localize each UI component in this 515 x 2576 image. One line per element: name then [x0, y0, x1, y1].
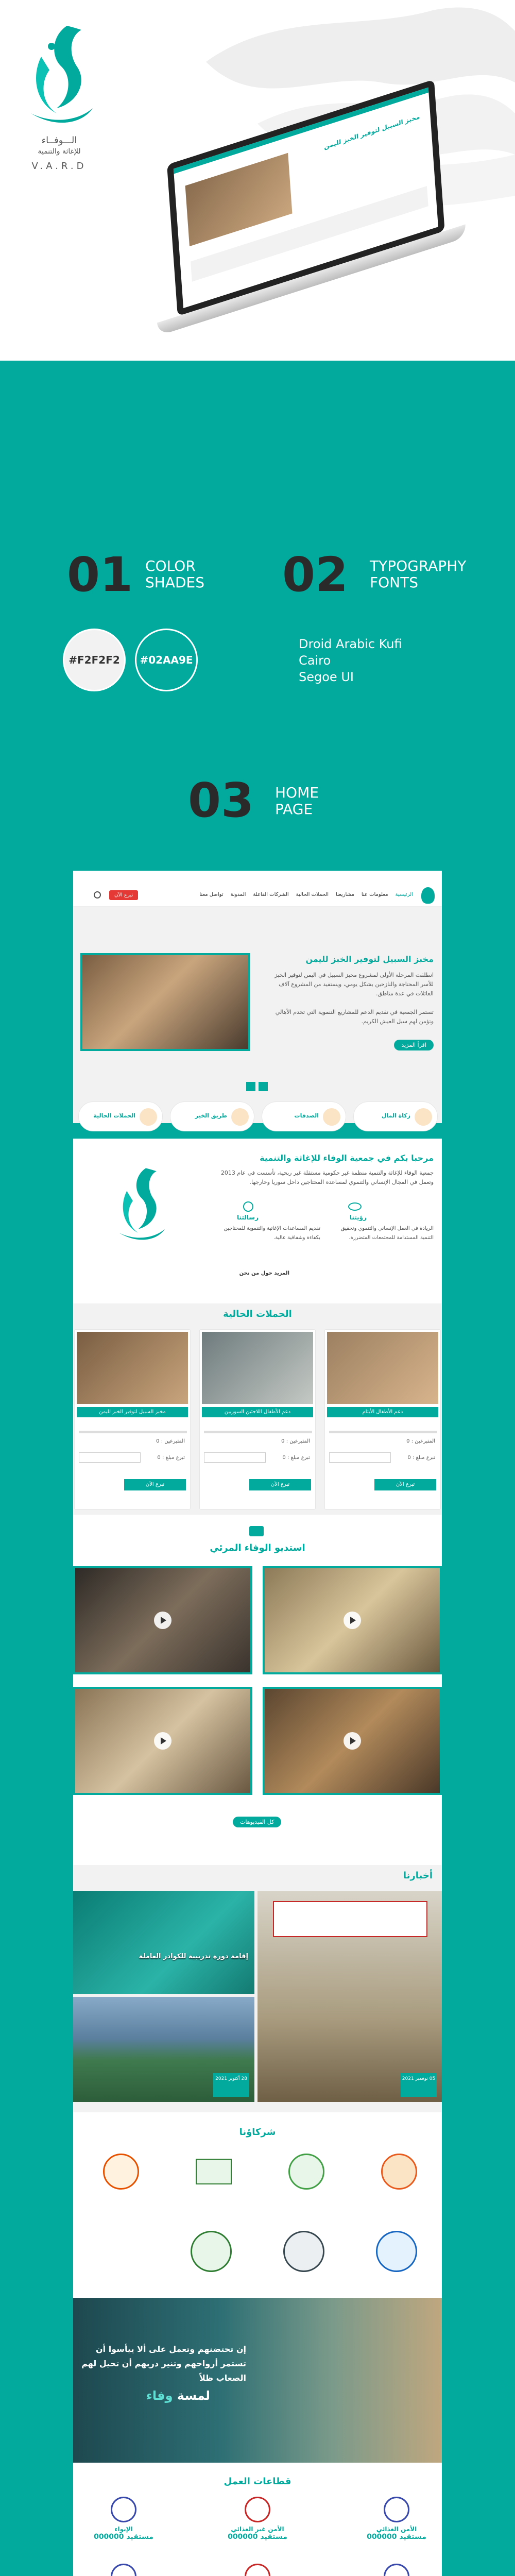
- charity-icon: [323, 1108, 340, 1126]
- quick-link-label: طريق الخير: [195, 1112, 227, 1119]
- sector-value: 000000: [94, 2533, 124, 2541]
- education-icon: [245, 2564, 270, 2576]
- banner-brand-word-1: لمسة: [177, 2388, 210, 2403]
- quick-link-2[interactable]: [262, 1101, 346, 1131]
- sector-label: الإيواء: [114, 2526, 133, 2533]
- logo-latin: V.A.R.D: [31, 161, 87, 172]
- video-thumb-2[interactable]: [73, 1566, 252, 1674]
- video-thumb-3[interactable]: [263, 1687, 442, 1795]
- welcome-text: جمعية الوفاء للإغاثة والتنمية منظمة غير حكومية مستقلة غير ربحية، تأسست في عام 2013 وتعمل في المجال الإنساني والتنموي لمساعدة المحتاجين داخل سوريا وخارجها.: [220, 1170, 434, 1185]
- campaign-image: [77, 1332, 188, 1404]
- studio-title: استديو الوفاء المرئي: [210, 1543, 305, 1553]
- section-02-label-1: TYPOGRAPHY: [370, 557, 467, 574]
- welcome-title: مرحبا بكم في جمعية الوفاء للإغاثة والتنمية: [260, 1153, 434, 1163]
- section-01-label-1: COLOR: [145, 557, 196, 574]
- campaign-amount: تبرع مبلغ : 0: [282, 1455, 310, 1461]
- nonfood-icon: [245, 2497, 270, 2522]
- partner-logo-3[interactable]: [196, 2159, 232, 2184]
- partner-logo-4[interactable]: [103, 2154, 139, 2190]
- shelter-icon: [111, 2497, 136, 2522]
- path-icon: [231, 1108, 249, 1126]
- campaign-image: [202, 1332, 313, 1404]
- campaign-amount-input[interactable]: [329, 1452, 391, 1463]
- partner-logo-7[interactable]: [191, 2231, 232, 2272]
- sector-4: [355, 2564, 438, 2576]
- sector-label: الأمن الغذائي: [376, 2526, 417, 2533]
- quick-link-label: الحملات الحالية: [93, 1112, 135, 1119]
- news-card-3[interactable]: [73, 1997, 254, 2102]
- play-icon[interactable]: [154, 1612, 171, 1629]
- quick-link-1[interactable]: [353, 1101, 438, 1131]
- vision-title: رؤيتنا: [349, 1214, 367, 1221]
- section-03-label-1: HOME: [275, 784, 319, 801]
- quick-links: [73, 1097, 442, 1139]
- hero-title: مخبز السبيل لتوفير الخبز لليمن: [305, 954, 434, 964]
- partners-section: [73, 2112, 442, 2298]
- quick-link-label: زكاة المال: [381, 1112, 410, 1119]
- presentation-header: [0, 0, 515, 361]
- campaign-title: دعم الأطفال اللاجئين السوريين: [202, 1407, 313, 1417]
- font-3: Segoe UI: [299, 670, 354, 684]
- news-card-title: إقامة دورة تدريبية للكوادر العاملة: [139, 1953, 248, 1960]
- campaigns-title: الحملات الحالية: [223, 1309, 292, 1319]
- section-03-number: 03: [188, 773, 254, 828]
- sector-value: 000000: [228, 2533, 258, 2541]
- nav-home[interactable]: الرئيسية: [395, 892, 413, 897]
- all-videos-button[interactable]: كل الفيديوهات: [233, 1817, 281, 1827]
- section-02-number: 02: [282, 547, 349, 602]
- hero-image: [80, 953, 250, 1051]
- sector-3: [82, 2497, 165, 2541]
- campaign-amount-input[interactable]: [79, 1452, 141, 1463]
- sector-6: [82, 2564, 165, 2576]
- quick-link-label: الصدقات: [294, 1112, 319, 1119]
- campaign-progress: [79, 1431, 187, 1433]
- hero-text-2: تستمر الجمعية في تقديم الدعم للمشاريع التنموية التي تخدم الأهالي وتؤمن لهم سبل العيش الكريم.: [275, 1009, 434, 1025]
- banner-line-1: إن تحتضنهم وتعمل على ألا ييأسوا أن: [95, 2344, 246, 2354]
- campaign-donors: المتبرعين : 0: [281, 1438, 310, 1444]
- news-title: أخبارنا: [403, 1870, 433, 1881]
- sector-1: [355, 2497, 438, 2541]
- banner-brand-word-2: وفاء: [146, 2388, 173, 2403]
- partner-logo-5[interactable]: [376, 2231, 417, 2272]
- news-card-2[interactable]: [73, 1891, 254, 1994]
- partner-logo-6[interactable]: [283, 2231, 324, 2272]
- banner-line-2: تستمر أرواحهم وتنير دربهم أن تحيل لهم: [81, 2359, 246, 2368]
- topbar-welcome: مرحبا بكم في جمعية الوفاء للإغاثة والتنمية: [345, 874, 436, 879]
- about-logo: [109, 1164, 171, 1252]
- zakat-icon: [415, 1108, 432, 1126]
- play-icon[interactable]: [344, 1732, 361, 1750]
- quick-link-3[interactable]: [170, 1101, 254, 1131]
- swatch-light: #F2F2F2: [63, 629, 126, 691]
- campaign-donors: المتبرعين : 0: [406, 1438, 435, 1444]
- laptop-mockup: مخبز السبيل لتوفير الخبز لليمن: [134, 43, 468, 357]
- campaign-progress: [329, 1431, 437, 1433]
- quick-link-4[interactable]: [78, 1101, 163, 1131]
- campaign-donors: المتبرعين : 0: [156, 1438, 185, 1444]
- partners-title: شركاؤنا: [239, 2127, 276, 2138]
- video-thumb-1[interactable]: [263, 1566, 442, 1674]
- campaign-card-3[interactable]: [74, 1329, 191, 1510]
- sectors-title: قطاعات العمل: [224, 2476, 291, 2487]
- section-01-number: 01: [67, 547, 133, 602]
- campaign-amount: تبرع مبلغ : 0: [157, 1455, 185, 1461]
- hero-text: انطلقت المرحلة الأولى لمشروع مخبز السبيل في اليمن لتوفير الخبز للأسر المحتاجة والنازحين بشكل يومي، ويستفيد من المشروع آلاف العائلات في عدة مناطق.: [274, 972, 434, 997]
- campaign-donate-button[interactable]: تبرع الآن: [374, 1479, 436, 1490]
- campaign-amount-input[interactable]: [204, 1452, 266, 1463]
- partner-logo-2[interactable]: [288, 2154, 324, 2190]
- donate-button[interactable]: تبرع الآن: [109, 890, 138, 900]
- slider-prev-button[interactable]: [246, 1082, 255, 1091]
- hero-read-more-button[interactable]: اقرأ المزيد: [394, 1040, 434, 1050]
- logo-arabic-name: الـــوفــاء: [41, 135, 77, 146]
- sector-2: [216, 2497, 299, 2541]
- campaign-progress: [204, 1431, 312, 1433]
- search-icon[interactable]: [94, 891, 101, 899]
- site-header: [73, 884, 442, 907]
- font-2: Cairo: [299, 653, 331, 668]
- campaign-donate-button[interactable]: تبرع الآن: [249, 1479, 311, 1490]
- sector-5: [216, 2564, 299, 2576]
- site-logo[interactable]: [421, 887, 435, 904]
- section-03-label-2: PAGE: [275, 801, 313, 818]
- campaign-card-2[interactable]: [199, 1329, 316, 1510]
- banner-brand: [146, 2388, 210, 2403]
- nav-contact[interactable]: تواصل معنا: [199, 892, 224, 897]
- vard-logo: [21, 21, 98, 139]
- campaign-image: [327, 1332, 438, 1404]
- video-camera-icon: [249, 1526, 264, 1536]
- nav-blog[interactable]: المدونة: [230, 892, 246, 897]
- site-topbar: [73, 871, 442, 884]
- campaign-donate-button[interactable]: تبرع الآن: [124, 1479, 186, 1490]
- mission-title: رسالتنا: [236, 1214, 259, 1221]
- campaign-icon: [140, 1108, 157, 1126]
- nav-projects[interactable]: مشاريعنا: [336, 892, 354, 897]
- logo-arabic-subtitle: للإغاثة والتنمية: [38, 147, 81, 156]
- swatch-teal: #02AA9E: [135, 629, 198, 691]
- sponsorship-icon: [384, 2564, 409, 2576]
- sector-unit: مستفيد: [126, 2533, 153, 2541]
- quote-banner: [73, 2298, 442, 2463]
- sector-unit: مستفيد: [260, 2533, 287, 2541]
- nav-partners[interactable]: الشركات الفاعلة: [253, 892, 289, 897]
- sector-unit: مستفيد: [399, 2533, 426, 2541]
- welcome-section: [73, 1139, 442, 1303]
- news-date-badge: 05 نوفمبر 2021: [401, 2073, 437, 2097]
- news-flags-banner: [273, 1901, 427, 1937]
- main-nav: [199, 892, 413, 897]
- food-icon: [384, 2497, 409, 2522]
- humanitarian-icon: [111, 2564, 136, 2576]
- slider-next-button[interactable]: [259, 1082, 268, 1091]
- section-02-label-2: FONTS: [370, 574, 418, 591]
- campaign-card-1[interactable]: [324, 1329, 441, 1510]
- news-date-badge: 28 أكتوبر 2021: [213, 2073, 249, 2097]
- campaign-title: دعم الأطفال الأيتام: [327, 1407, 438, 1417]
- font-1: Droid Arabic Kufi: [299, 637, 402, 651]
- campaign-title: مخبز السبيل لتوفير الخبز لليمن: [77, 1407, 188, 1417]
- style-guide-section: [0, 361, 515, 876]
- nav-about[interactable]: معلومات عنا: [361, 892, 388, 897]
- play-icon[interactable]: [154, 1732, 171, 1750]
- campaign-amount: تبرع مبلغ : 0: [407, 1455, 435, 1461]
- social-icons: ● ● ● ● ●: [125, 874, 154, 880]
- about-more-link[interactable]: المزيد حول من نحن: [239, 1270, 289, 1276]
- partner-logo-1[interactable]: [381, 2154, 417, 2190]
- hero-section: [73, 907, 442, 1123]
- mission-text: تقديم المساعدات الإغاثية والتنموية للمحتاجين بكفاءة وشفافية عالية.: [224, 1226, 320, 1241]
- nav-campaigns[interactable]: الحملات الحالية: [296, 892, 329, 897]
- target-icon: [243, 1201, 253, 1212]
- sector-value: 000000: [367, 2533, 397, 2541]
- banner-line-3: الصعاب ظلاً: [199, 2373, 246, 2383]
- section-01-label-2: SHADES: [145, 574, 205, 591]
- play-icon[interactable]: [344, 1612, 361, 1629]
- eye-icon: [348, 1202, 362, 1211]
- vision-text: الريادة في العمل الإنساني والتنموي وتحقيق التنمية المستدامة للمجتمعات المتضررة.: [340, 1226, 434, 1241]
- news-card-featured[interactable]: [258, 1891, 442, 2102]
- sector-label: الأمن غير الغذائي: [231, 2526, 284, 2533]
- video-thumb-4[interactable]: [73, 1687, 252, 1795]
